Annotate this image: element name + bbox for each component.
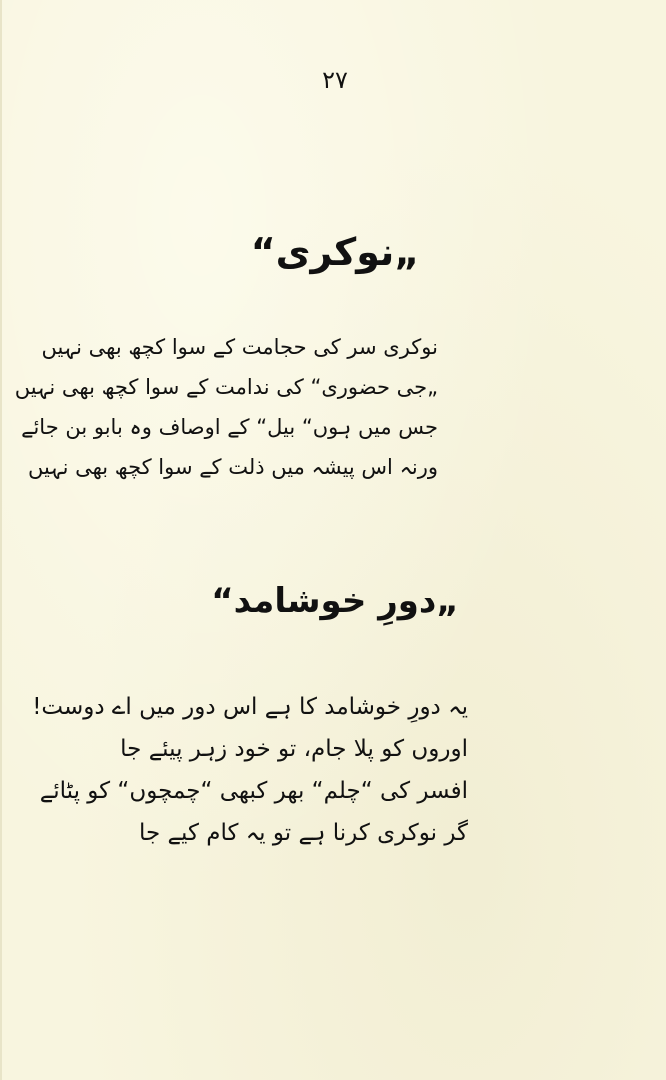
page-number: ۲۷ bbox=[322, 66, 348, 94]
poem-line: „جی حضوری“ کی ندامت کے سوا کچھ بھی نہیں bbox=[14, 375, 438, 399]
poem-line: ورنہ اس پیشہ میں ذلت کے سوا کچھ بھی نہیں bbox=[27, 455, 438, 479]
poem-title-naukri: „نوکری“ bbox=[250, 230, 420, 274]
poem-line: گر نوکری کرنا ہے تو یہ کام کیے جا bbox=[138, 820, 468, 846]
poem-naukri-stanza bbox=[14, 327, 438, 487]
poem-line: افسر کی “چلم“ بھر کبھی “چمچوں“ کو پٹائے bbox=[39, 778, 468, 804]
poem-daur-e-khushamad-stanza bbox=[32, 686, 468, 854]
poem-line: یہ دورِ خوشامد کا ہے اس دور میں اے دوست! bbox=[32, 694, 468, 720]
poem-line: جس میں ہوں“ بیل“ کے اوصاف وہ بابو بن جائے bbox=[21, 415, 438, 439]
poem-title-daur-e-khushamad: „دورِ خوشامد“ bbox=[211, 581, 459, 621]
poem-line: اوروں کو پلا جام، تو خود زہر پیئے جا bbox=[120, 736, 468, 762]
poem-line: نوکری سر کی حجامت کے سوا کچھ بھی نہیں bbox=[41, 335, 438, 359]
